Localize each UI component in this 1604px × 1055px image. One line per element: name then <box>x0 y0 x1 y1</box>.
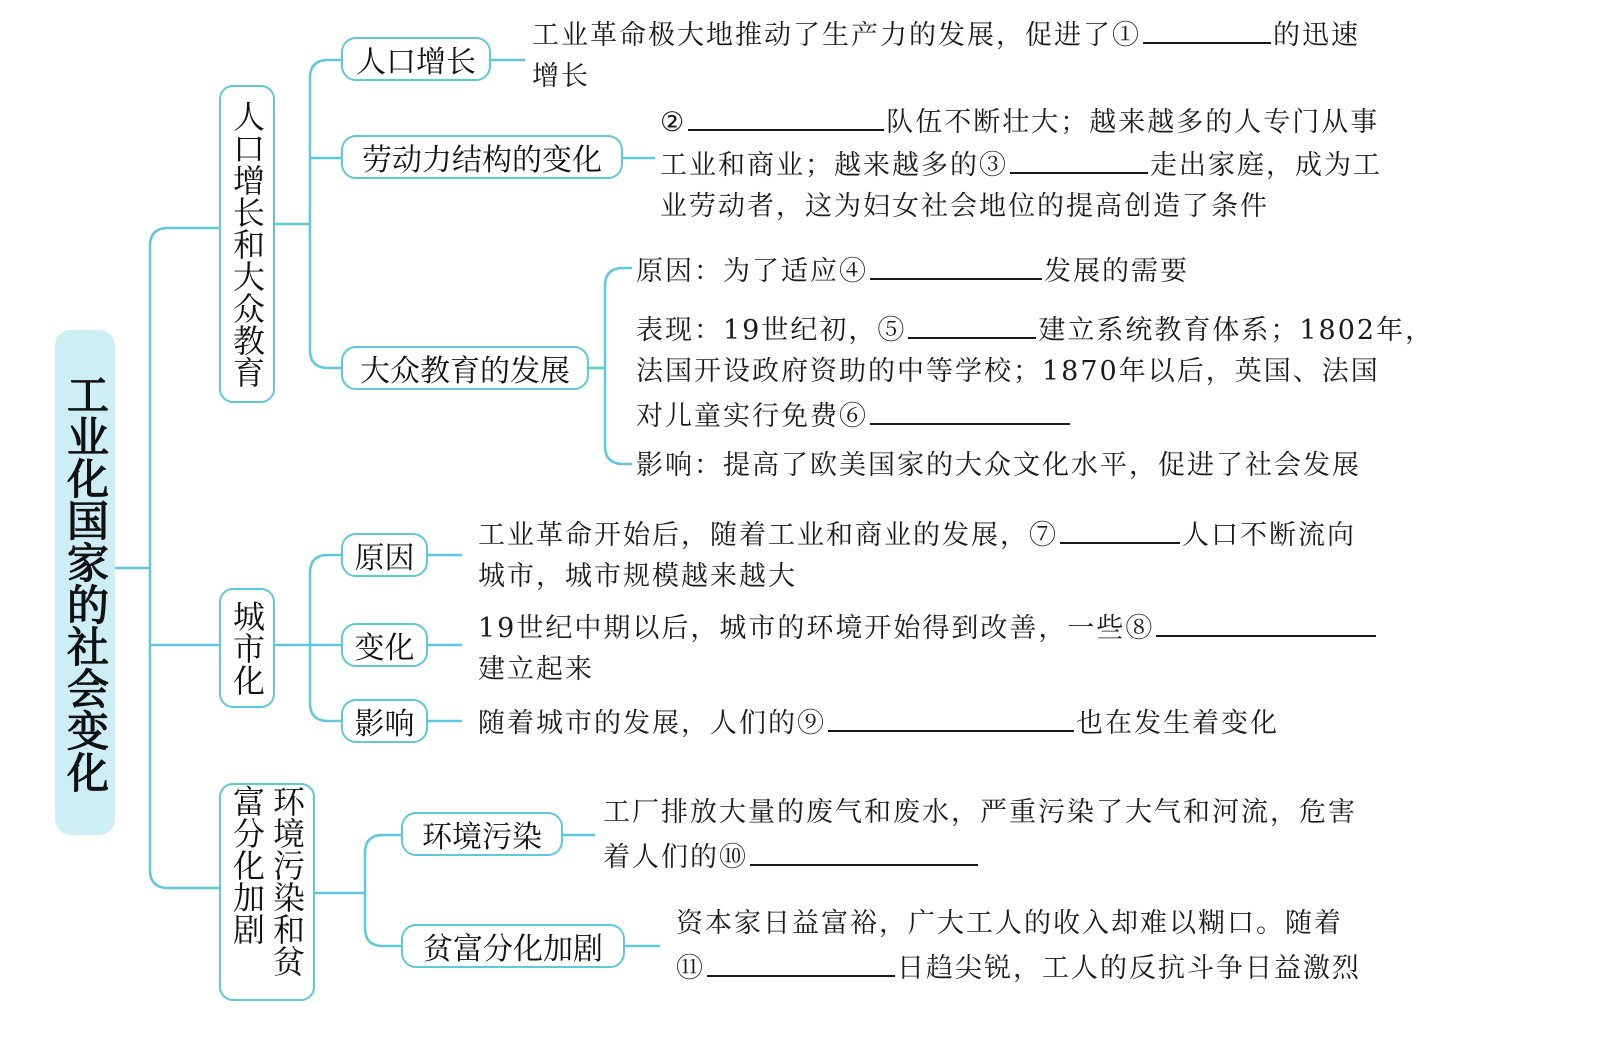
item-mass-education: 大众教育的发展 <box>341 346 589 390</box>
text-population-growth-line2: 增长 <box>532 61 590 92</box>
blank-4 <box>870 248 1042 280</box>
blank-11 <box>707 945 895 977</box>
blank-6 <box>870 393 1070 425</box>
blank-9 <box>828 700 1074 732</box>
branch-population-education: 人口增长和大众教育 <box>219 85 275 403</box>
blank-1 <box>1143 12 1271 44</box>
text-urban-cause-line1: 工业革命开始后，随着工业和商业的发展，⑦ 人口不断流向 <box>478 512 1356 557</box>
text-wealth-gap-line1: 资本家日益富裕，广大工人的收入却难以糊口。随着 <box>676 908 1343 939</box>
blank-7 <box>1060 512 1180 544</box>
text-education-manifestation-line3: 对儿童实行免费⑥ <box>636 393 1072 438</box>
item-population-growth: 人口增长 <box>341 37 491 81</box>
text-education-manifestation-line1: 表现：19世纪初，⑤ 建立系统教育体系；1802年， <box>636 307 1434 352</box>
blank-3 <box>1010 142 1148 174</box>
item-labor-structure: 劳动力结构的变化 <box>341 135 623 179</box>
text-labor-line2: 工业和商业；越来越多的③ 走出家庭，成为工 <box>660 142 1382 187</box>
text-urban-change-line1: 19世纪中期以后，城市的环境开始得到改善，一些⑧ <box>478 605 1378 650</box>
text-population-growth-line1: 工业革命极大地推动了生产力的发展，促进了① 的迅速 <box>532 12 1360 57</box>
item-urban-impact: 影响 <box>341 699 428 743</box>
text-pollution-line2: 着人们的⑩ <box>603 834 980 879</box>
item-environmental-pollution: 环境污染 <box>401 812 563 856</box>
text-urban-cause-line2: 城市，城市规模越来越大 <box>478 561 797 592</box>
blank-5 <box>908 307 1036 339</box>
text-pollution-line1: 工厂排放大量的废气和废水，严重污染了大气和河流，危害 <box>603 797 1357 828</box>
root-topic: 工业化国家的社会变化 <box>55 330 115 835</box>
text-wealth-gap-line2: ⑪ 日趋尖锐，工人的反抗斗争日益激烈 <box>676 945 1361 990</box>
text-labor-line1: ② 队伍不断壮大；越来越多的人专门从事 <box>660 99 1379 144</box>
blank-8 <box>1156 605 1376 637</box>
item-urban-change: 变化 <box>341 623 428 667</box>
branch-urbanization: 城市化 <box>219 588 275 708</box>
item-urban-cause: 原因 <box>341 533 428 577</box>
text-labor-line3: 业劳动者，这为妇女社会地位的提高创造了条件 <box>660 191 1269 222</box>
text-education-manifestation-line2: 法国开设政府资助的中等学校；1870年以后，英国、法国 <box>636 356 1380 387</box>
text-education-cause: 原因：为了适应④ 发展的需要 <box>636 248 1189 293</box>
text-urban-change-line2: 建立起来 <box>478 654 594 685</box>
text-urban-impact: 随着城市的发展，人们的⑨ 也在发生着变化 <box>478 700 1279 745</box>
blank-2 <box>688 99 884 131</box>
item-wealth-gap: 贫富分化加剧 <box>401 924 625 968</box>
branch-pollution-wealth-gap: 环境污染和贫富分化加剧 <box>219 783 315 1001</box>
blank-10 <box>750 834 978 866</box>
text-education-impact: 影响：提高了欧美国家的大众文化水平，促进了社会发展 <box>636 450 1361 481</box>
